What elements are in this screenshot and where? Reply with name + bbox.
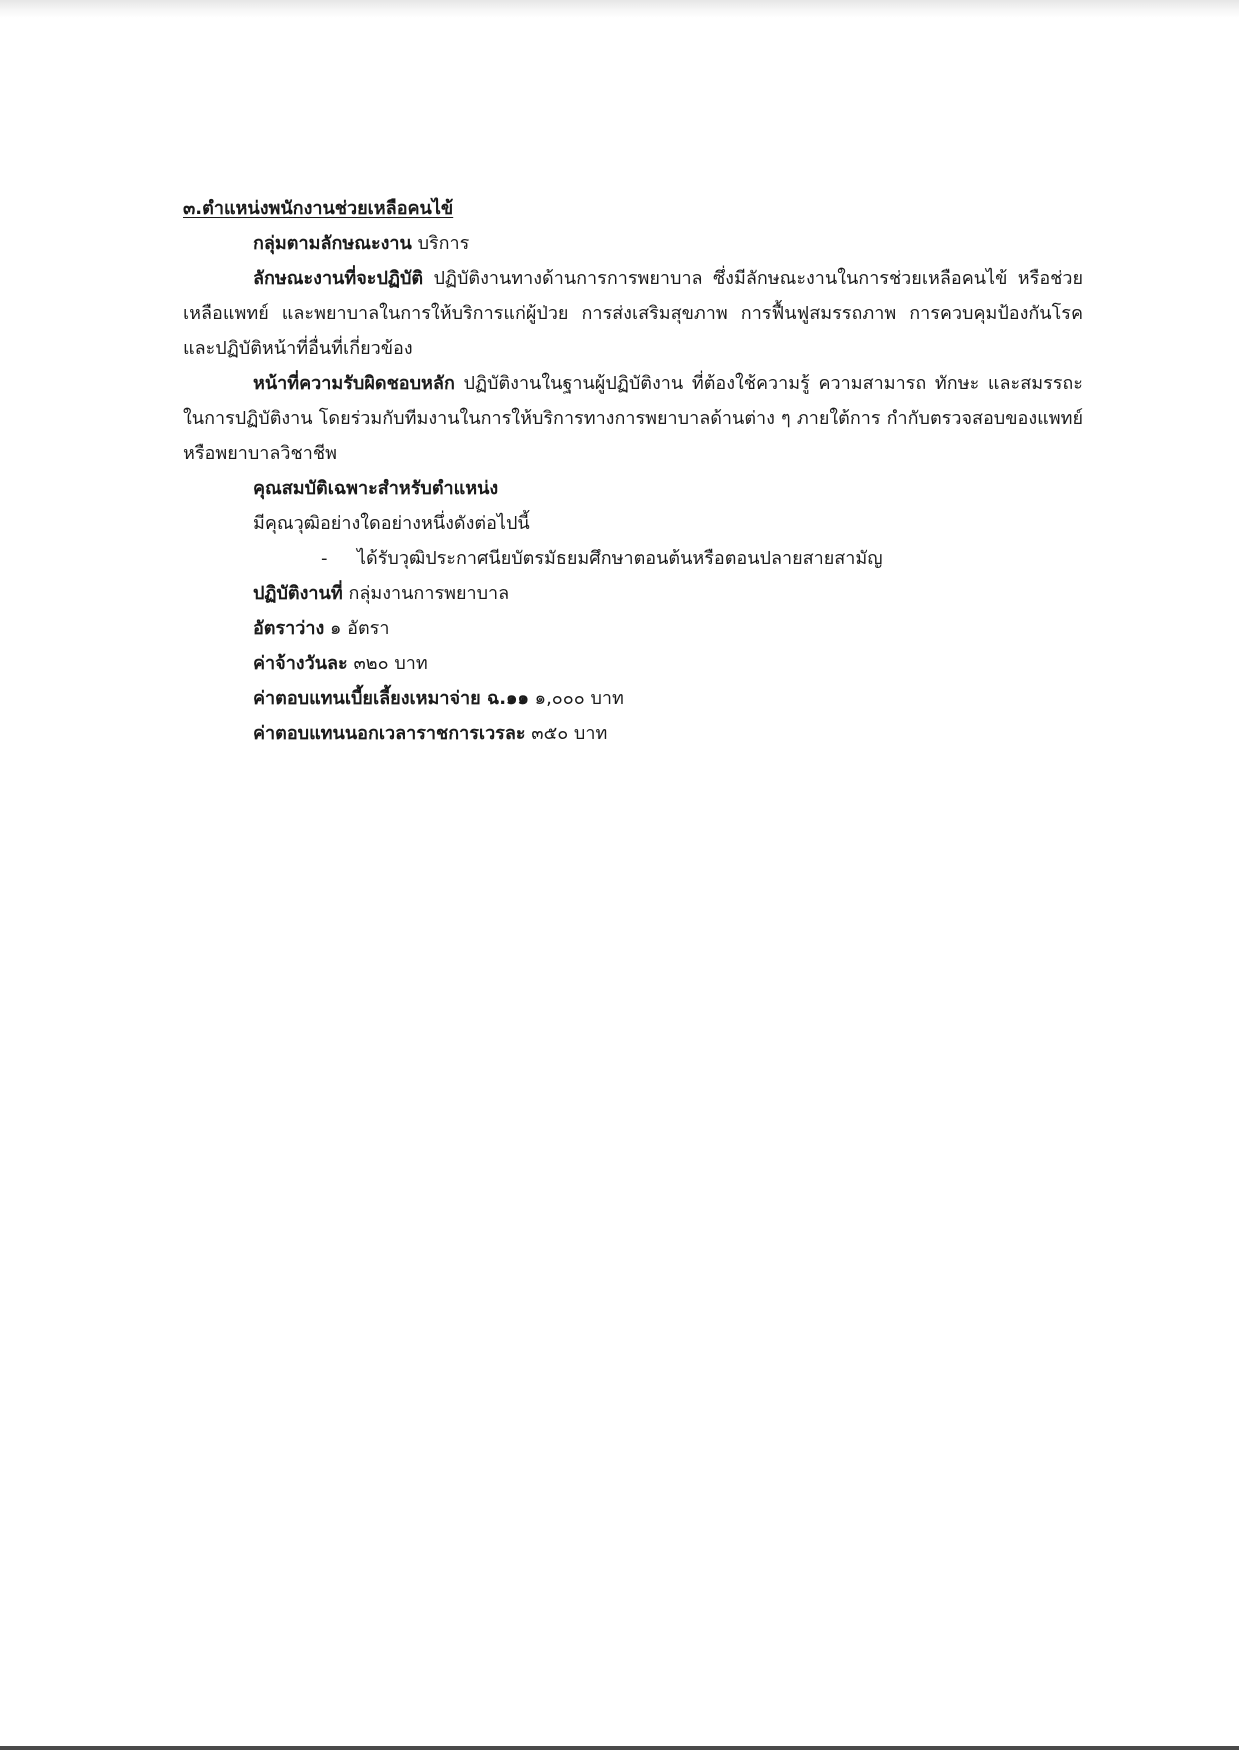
- scan-bottom-edge: [0, 1746, 1239, 1750]
- qualification-item-text: ได้รับวุฒิประกาศนียบัตรมัธยมศึกษาตอนต้นหรือตอนปลายสายสามัญ: [357, 548, 883, 569]
- allowance-line: [183, 681, 1083, 716]
- daily-wage-label: ค่าจ้างวันละ: [253, 653, 348, 674]
- overtime-line: [183, 716, 1083, 751]
- qualification-intro-line: [183, 506, 1083, 541]
- group-value: บริการ: [417, 233, 470, 254]
- scan-top-edge: [0, 0, 1239, 18]
- daily-wage-value: ๓๒๐ บาท: [353, 653, 428, 674]
- work-nature-paragraph: [183, 261, 1083, 366]
- group-label: กลุ่มตามลักษณะงาน: [253, 233, 412, 254]
- vacancy-label: อัตราว่าง: [253, 618, 325, 639]
- work-nature-label: ลักษณะงานที่จะปฏิบัติ: [253, 268, 424, 289]
- work-nature-text: ปฏิบัติงานทางด้านการการพยาบาล ซึ่งมีลักษณะงานในการช่วยเหลือคนไข้ หรือช่วยเหลือแพทย์ และพยาบาลในการให้บริการแก่ผู้ป่วย การส่งเสริมสุขภาพ การฟื้นฟูสมรรถภาพ การควบคุมป้องกันโรค และปฏิบัติหน้าที่อื่นที่เกี่ยวข้อง: [183, 268, 1083, 359]
- main-duty-paragraph: [183, 366, 1083, 471]
- main-duty-text: ปฏิบัติงานในฐานผู้ปฏิบัติงาน ที่ต้องใช้ความรู้ ความสามารถ ทักษะ และสมรรถะในการปฏิบัติงาน โดยร่วมกับทีมงานในการให้บริการทางการพยาบาลด้านต่าง ๆ ภายใต้การ กำกับตรวจสอบของแพทย์ หรือพยาบาลวิชาชีพ: [183, 373, 1083, 464]
- daily-wage-line: [183, 646, 1083, 681]
- allowance-label: ค่าตอบแทนเบี้ยเลี้ยงเหมาจ่าย ฉ.๑๑: [253, 688, 529, 709]
- document-body: [183, 191, 1083, 751]
- qualification-item: [183, 541, 1083, 576]
- qualification-label: คุณสมบัติเฉพาะสำหรับตำแหน่ง: [253, 478, 499, 499]
- workplace-value: กลุ่มงานการพยาบาล: [348, 583, 510, 604]
- allowance-value: ๑,๐๐๐ บาท: [534, 688, 624, 709]
- vacancy-line: [183, 611, 1083, 646]
- section-heading-line: [183, 191, 1083, 226]
- workplace-label: ปฏิบัติงานที่: [253, 583, 343, 604]
- section-heading: ๓.ตำแหน่งพนักงานช่วยเหลือคนไข้: [183, 198, 454, 219]
- overtime-value: ๓๕๐ บาท: [531, 723, 608, 744]
- dash-bullet: -: [321, 548, 328, 569]
- qualification-intro: มีคุณวุฒิอย่างใดอย่างหนึ่งดังต่อไปนี้: [253, 513, 530, 534]
- overtime-label: ค่าตอบแทนนอกเวลาราชการเวรละ: [253, 723, 526, 744]
- qualification-heading-line: [183, 471, 1083, 506]
- vacancy-value: ๑ อัตรา: [330, 618, 390, 639]
- main-duty-label: หน้าที่ความรับผิดชอบหลัก: [253, 373, 455, 394]
- workplace-line: [183, 576, 1083, 611]
- group-line: [183, 226, 1083, 261]
